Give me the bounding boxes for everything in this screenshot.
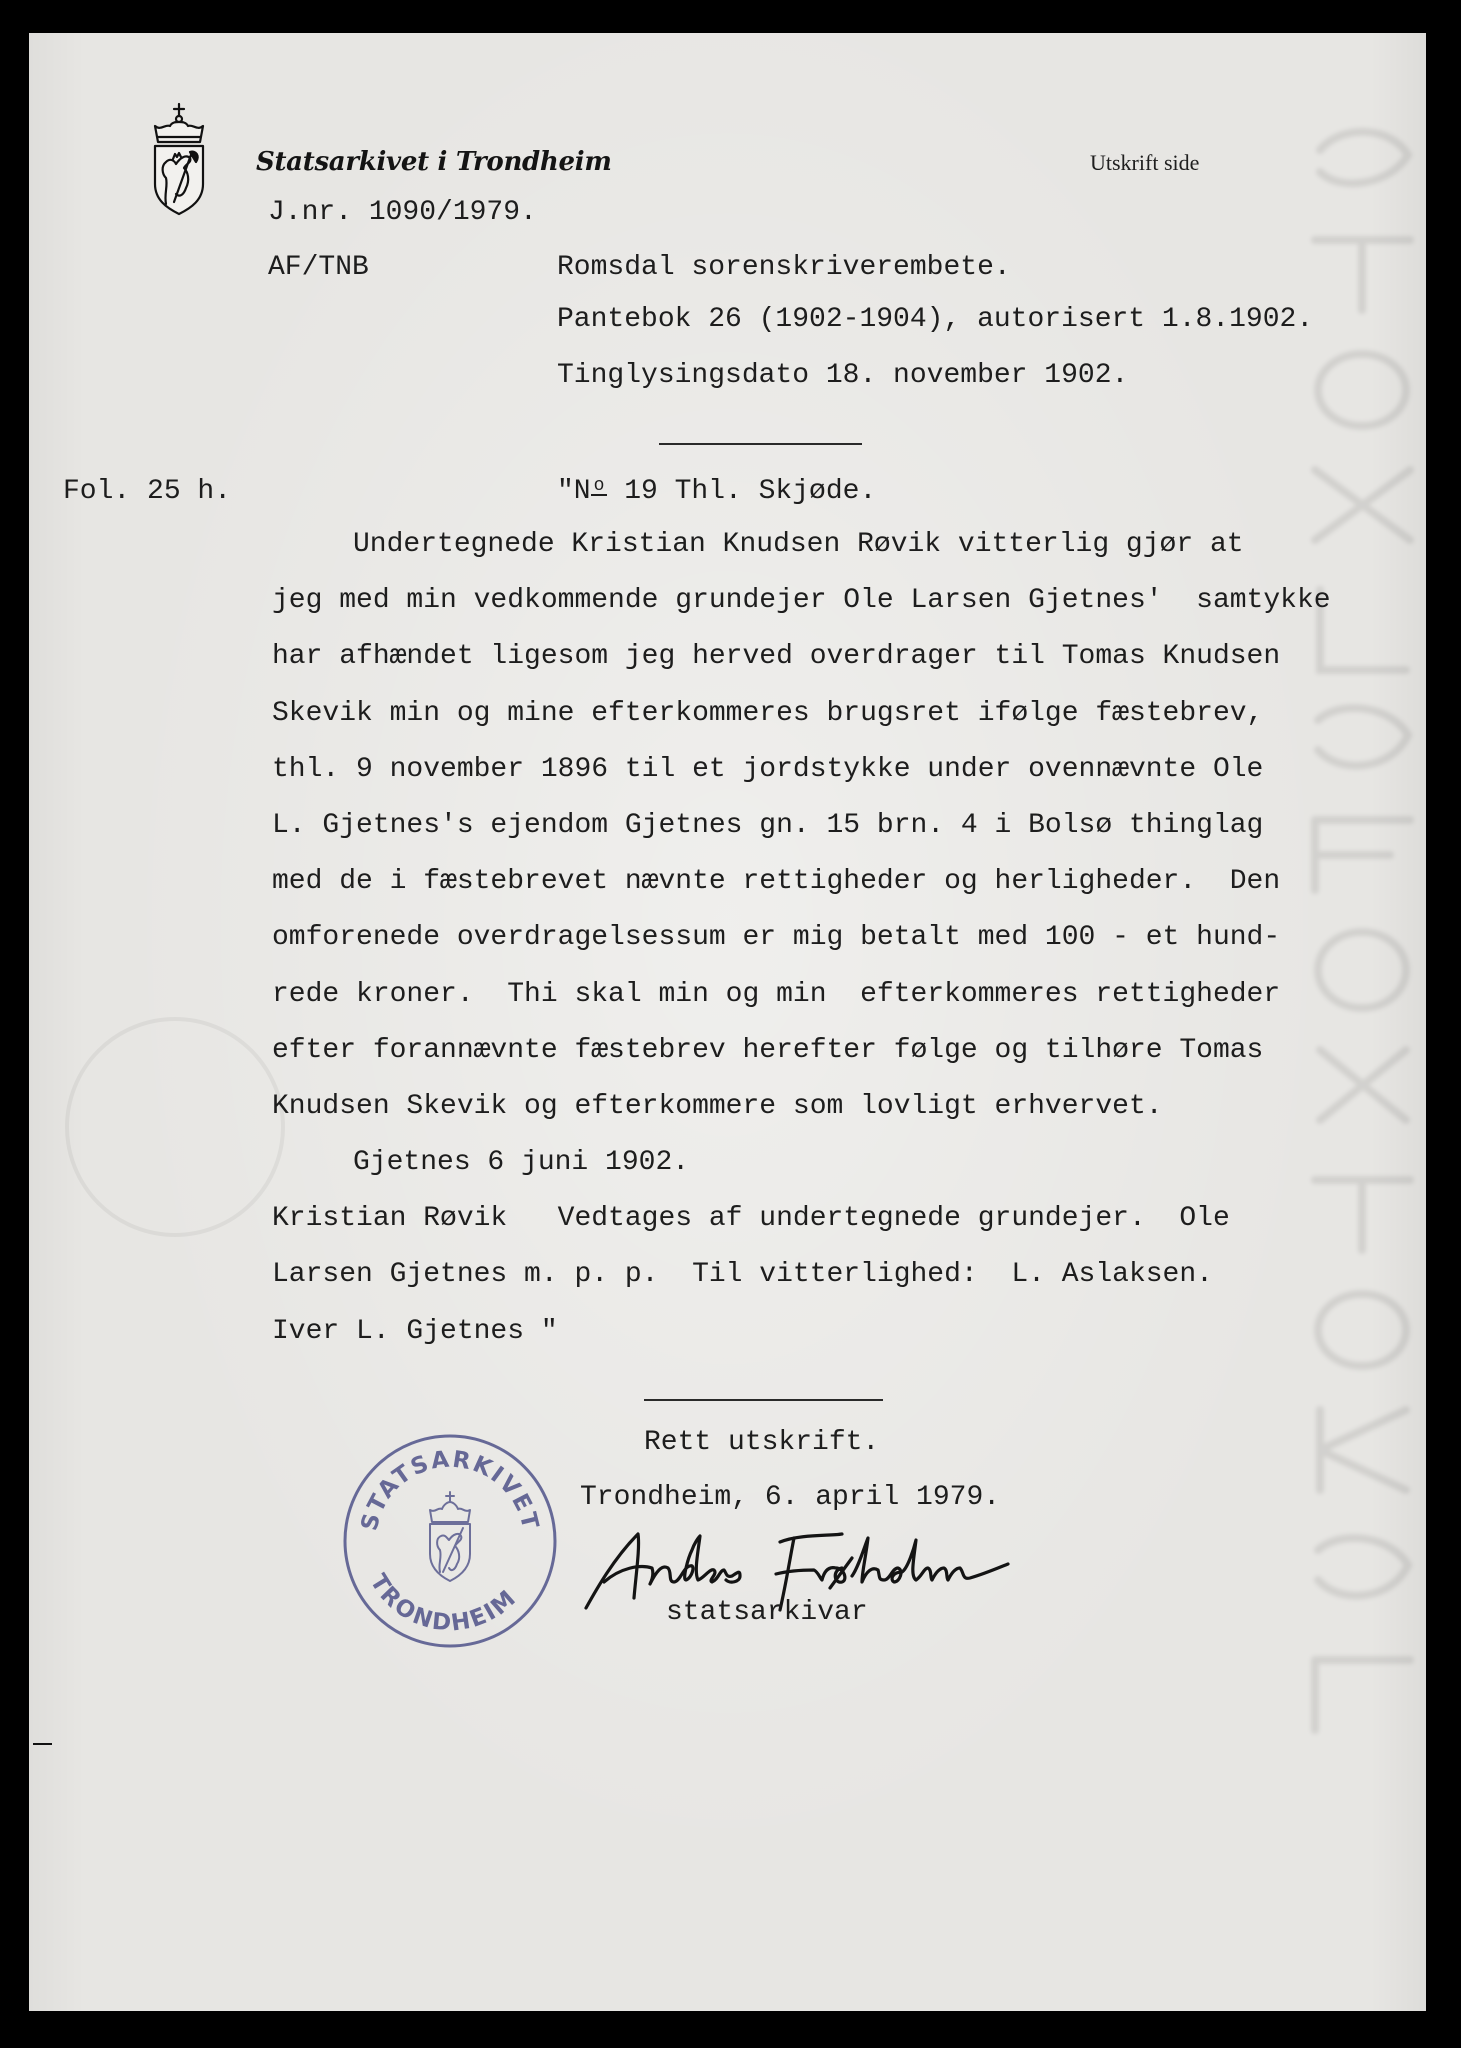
certification-statement: Rett utskrift. <box>644 1427 880 1458</box>
coat-of-arms-icon <box>146 102 212 216</box>
reference-initials: AF/TNB <box>268 252 369 283</box>
body-line: jeg med min vedkommende grundejer Ole Larsen Gjetnes' samtykke <box>272 585 1331 617</box>
header-divider <box>659 443 862 445</box>
body-line: efter forannævnte fæstebrev herefter følge og tilhøre Tomas <box>272 1034 1264 1066</box>
certification-place-date: Trondheim, 6. april 1979. <box>580 1482 1001 1513</box>
archive-stamp <box>339 1430 561 1652</box>
number-sign-superscript: o <box>591 478 608 496</box>
body-line: Kristian Røvik Vedtages af undertegnede grundejer. Ole <box>272 1203 1230 1235</box>
coat-of-arms-icon <box>430 1492 470 1581</box>
source-office: Romsdal sorenskriverembete. <box>557 252 1011 283</box>
deed-body <box>272 517 1372 1360</box>
journal-number: J.nr. 1090/1979. <box>268 197 537 228</box>
institution-name: Statsarkivet i Trondheim <box>256 147 612 177</box>
body-line: omforenede overdragelsessum er mig betalt med 100 - et hund- <box>272 922 1281 954</box>
deed-title <box>557 475 876 509</box>
registration-date: Tinglysingsdato 18. november 1902. <box>557 360 1129 391</box>
body-line: med de i fæstebrevet nævnte rettigheder og herligheder. Den <box>272 866 1281 898</box>
body-line: har afhændet ligesom jeg herved overdrager til Tomas Knudsen <box>272 641 1281 673</box>
body-line: L. Gjetnes's ejendom Gjetnes gn. 15 brn. 4 i Bolsø thinglag <box>272 809 1264 841</box>
source-book: Pantebok 26 (1902-1904), autorisert 1.8.1902. <box>557 304 1314 335</box>
deed-title-prefix: "N <box>557 476 591 507</box>
body-line: Undertegnede Kristian Knudsen Røvik vitterlig gjør at <box>353 529 1244 560</box>
body-line: rede kroner. Thi skal min og min efterkommeres rettigheder <box>272 978 1281 1010</box>
body-line: Iver L. Gjetnes " <box>272 1315 558 1347</box>
deed-title-text: 19 Thl. Skjøde. <box>607 476 877 507</box>
certification-divider <box>644 1399 883 1401</box>
signatory-title: statsarkivar <box>666 1597 868 1628</box>
body-line: thl. 9 november 1896 til et jordstykke under ovennævnte Ole <box>272 753 1264 785</box>
body-line-date: Gjetnes 6 juni 1902. <box>353 1147 690 1179</box>
body-line: Knudsen Skevik og efterkommere som lovligt erhvervet. <box>272 1090 1163 1122</box>
body-line: Larsen Gjetnes m. p. p. Til vitterlighed: L. Aslaksen. <box>272 1259 1213 1291</box>
folio-reference: Fol. 25 h. <box>63 476 232 507</box>
body-line: Skevik min og mine efterkommeres brugsret ifølge fæstebrev, <box>272 697 1264 729</box>
page-label: Utskrift side <box>1090 150 1200 175</box>
margin-tick-mark <box>33 1743 52 1745</box>
stamp-top-label: STATSARKIVET <box>356 1446 544 1534</box>
bleed-through-stamp-ring <box>60 1012 290 1242</box>
stamp-bottom-label: TRONDHEIM <box>364 1569 523 1637</box>
